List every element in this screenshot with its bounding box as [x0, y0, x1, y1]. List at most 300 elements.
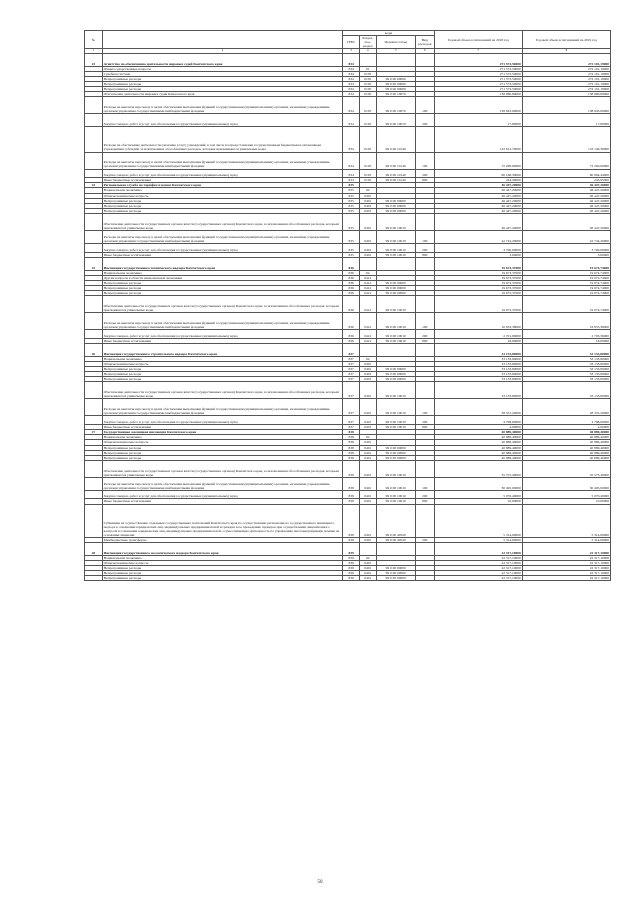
row-number: [85, 127, 103, 152]
row-article-code: 99 0 00 10010: [376, 243, 415, 252]
column-index: 5: [376, 49, 415, 54]
row-section-code: 0401: [359, 460, 376, 477]
row-section-code: 0105: [359, 97, 376, 114]
row-volume-2018: 132 612,70000: [434, 127, 522, 152]
row-name: Общегосударственные вопросы: [102, 66, 343, 71]
row-name: Инспекция государственного технического надзора Камчатского края: [102, 257, 343, 270]
row-volume-2018: 35 575,40000: [434, 460, 522, 477]
row-volume-2019: 19 674,74000: [522, 257, 610, 270]
row-volume-2019: 33 133,80000: [522, 377, 610, 382]
row-volume-2018: 16 953,38000: [434, 313, 522, 330]
row-volume-2018: 33 133,80000: [434, 343, 522, 356]
row-name: Обеспечение деятельности государственных органов власти (государственных органов) Камчатского края, за исключением обособленных расходов, которым присваиваются уникальные коды: [102, 296, 343, 313]
row-name: Инспекция государственного строительного надзора Камчатского края: [102, 343, 343, 356]
row-expense-type-code: 200: [415, 490, 434, 499]
row-name: Непрограммные расходы: [102, 576, 343, 581]
row-number: 27: [85, 430, 103, 435]
row-volume-2019: 46 447,20000: [522, 198, 610, 203]
row-volume-2018: 2 701,99000: [434, 330, 522, 339]
row-article-code: 99 0 00 00000: [376, 571, 415, 576]
row-grbs-code: 836: [343, 275, 360, 280]
row-section-code: [359, 343, 376, 356]
row-article-code: 99 0 00 10010: [376, 399, 415, 416]
row-name: Непрограммные расходы: [102, 372, 343, 377]
row-number: [85, 230, 103, 243]
row-section-code: 0401: [359, 490, 376, 499]
row-volume-2019: 46 447,20000: [522, 188, 610, 193]
row-volume-2018: 138 943,00000: [434, 97, 522, 114]
row-volume-2019: 46 447,20000: [522, 213, 610, 230]
row-volume-2018: 46 447,20000: [434, 188, 522, 193]
row-section-code: 0401: [359, 382, 376, 399]
row-number: 28: [85, 543, 103, 556]
row-expense-type-code: 500: [415, 537, 434, 542]
row-grbs-code: 839: [343, 543, 360, 556]
row-name: Закупка товаров, работ и услуг для обеспечения государственных (муниципальных) нужд: [102, 114, 343, 127]
row-grbs-code: 837: [343, 361, 360, 366]
row-name: Региональная служба по тарифам и ценам Камчатского края: [102, 183, 343, 188]
row-expense-type-code: [415, 543, 434, 556]
row-grbs-code: 837: [343, 343, 360, 356]
row-grbs-code: 839: [343, 555, 360, 560]
row-expense-type-code: 200: [415, 416, 434, 425]
row-volume-2019: 22 317,10000: [522, 555, 610, 560]
row-volume-2018: 40 889,40000: [434, 430, 522, 435]
row-name: Национальная экономика: [102, 270, 343, 275]
row-volume-2019: 22 317,10000: [522, 543, 610, 556]
row-name: Непрограммные расходы: [102, 208, 343, 213]
row-volume-2018: 271 573,50000: [434, 71, 522, 76]
row-article-code: 99 0 00 10010: [376, 460, 415, 477]
row-volume-2018: 40 889,40000: [434, 435, 522, 440]
row-volume-2018: 33 133,80000: [434, 377, 522, 382]
table-row: [85, 504, 611, 537]
row-volume-2019: 19 674,74000: [522, 275, 610, 280]
row-expense-type-code: 100: [415, 152, 434, 169]
row-number: [85, 460, 103, 477]
header-volume-2018: Годовой объем ассигнований на 2018 год: [434, 31, 522, 49]
row-section-code: 0401: [359, 372, 376, 377]
table-row: [85, 114, 611, 127]
row-volume-2019: 5 314,00000: [522, 504, 610, 537]
row-grbs-code: 839: [343, 566, 360, 571]
row-article-code: 99 0 00 40520: [376, 504, 415, 537]
row-grbs-code: 834: [343, 92, 360, 97]
row-volume-2018: 271 573,50000: [434, 87, 522, 92]
row-volume-2018: 33 133,80000: [434, 367, 522, 372]
row-section-code: 01: [359, 66, 376, 71]
row-volume-2019: 138 960,80000: [522, 92, 610, 97]
row-expense-type-code: 800: [415, 338, 434, 343]
row-grbs-code: 835: [343, 243, 360, 252]
column-index: 4: [359, 49, 376, 54]
row-name: Национальная экономика: [102, 435, 343, 440]
row-name: Непрограммные расходы: [102, 445, 343, 450]
row-section-code: 0105: [359, 87, 376, 92]
row-section-code: 0401: [359, 367, 376, 372]
row-name: Закупка товаров, работ и услуг для обеспечения государственных (муниципальных) нужд: [102, 330, 343, 339]
row-expense-type-code: 800: [415, 499, 434, 504]
row-section-code: 0401: [359, 504, 376, 537]
row-number: [85, 576, 103, 581]
row-volume-2019: 5 314,00000: [522, 537, 610, 542]
row-volume-2019: 272 101,19000: [522, 87, 610, 92]
row-volume-2019: 60 694,44000: [522, 169, 610, 178]
row-grbs-code: 834: [343, 71, 360, 76]
row-expense-type-code: [415, 460, 434, 477]
table-row: [85, 313, 611, 330]
table-row: [85, 53, 611, 66]
row-grbs-code: 836: [343, 296, 360, 313]
row-section-code: 0401: [359, 440, 376, 445]
row-number: 24: [85, 183, 103, 188]
row-name: Непрограммные расходы: [102, 566, 343, 571]
row-section-code: 0401: [359, 198, 376, 203]
row-article-code: 99 0 00 10010: [376, 296, 415, 313]
row-number: [85, 114, 103, 127]
row-volume-2018: 271 573,50000: [434, 53, 522, 66]
row-volume-2019: 19 674,74000: [522, 280, 610, 285]
row-grbs-code: 834: [343, 169, 360, 178]
row-section-code: 0105: [359, 92, 376, 97]
row-section-code: 0105: [359, 77, 376, 82]
row-grbs-code: 837: [343, 399, 360, 416]
row-volume-2019: 272 101,19000: [522, 53, 610, 66]
column-index: 6: [415, 49, 434, 54]
row-expense-type-code: [415, 257, 434, 270]
table-row: [85, 152, 611, 169]
row-grbs-code: 835: [343, 198, 360, 203]
header-grbs: ГРБС: [343, 36, 360, 49]
row-volume-2019: 272 101,19000: [522, 66, 610, 71]
column-index: 1: [85, 49, 103, 54]
row-grbs-code: 838: [343, 490, 360, 499]
row-expense-type-code: 800: [415, 178, 434, 183]
row-grbs-code: 835: [343, 183, 360, 188]
row-section-code: 0401: [359, 425, 376, 430]
row-name: Расходы на выплаты персоналу в целях обеспечения выполнения функций государственными (муниципальными) органами, казенными учреждениями, органами управления государственными внебюджетными фондами: [102, 313, 343, 330]
row-volume-2019: 2 703,36000: [522, 330, 610, 339]
row-volume-2019: 40 889,40000: [522, 435, 610, 440]
row-volume-2019: 22 317,10000: [522, 561, 610, 566]
row-section-code: 0412: [359, 285, 376, 290]
row-volume-2018: 18,00000: [434, 338, 522, 343]
row-expense-type-code: 100: [415, 399, 434, 416]
header-volume-2019: Годовой объем ассигнований на 2019 год: [522, 31, 610, 49]
row-section-code: [359, 543, 376, 556]
row-section-code: 0401: [359, 561, 376, 566]
row-section-code: 0105: [359, 152, 376, 169]
row-expense-type-code: [415, 53, 434, 66]
row-grbs-code: 835: [343, 193, 360, 198]
row-number: [85, 490, 103, 499]
row-name: Расходы на выплаты персоналу в целях обеспечения выполнения функций государственными (муниципальными) органами, казенными учреждениями, органами управления государственными внебюджетными фондами: [102, 152, 343, 169]
row-name: Общеэкономические вопросы: [102, 440, 343, 445]
row-volume-2019: 46 447,20000: [522, 183, 610, 188]
row-name: Общеэкономические вопросы: [102, 561, 343, 566]
row-grbs-code: 834: [343, 97, 360, 114]
row-section-code: 0401: [359, 208, 376, 213]
row-volume-2018: 72 200,00000: [434, 152, 522, 169]
row-expense-type-code: [415, 127, 434, 152]
row-volume-2019: 46 447,20000: [522, 193, 610, 198]
row-number: 23: [85, 53, 103, 66]
row-volume-2018: 17,80000: [434, 114, 522, 127]
row-expense-type-code: [415, 213, 434, 230]
row-volume-2019: 19 674,74000: [522, 270, 610, 275]
row-article-code: 99 0 00 40520: [376, 537, 415, 542]
row-grbs-code: 836: [343, 280, 360, 285]
row-number: [85, 477, 103, 490]
row-section-code: 0401: [359, 576, 376, 581]
row-volume-2018: 271 573,50000: [434, 82, 522, 87]
row-section-code: 0401: [359, 361, 376, 366]
row-article-code: 99 0 00 10010: [376, 313, 415, 330]
header-name: [102, 31, 343, 49]
row-name: Обеспечение деятельности мировых судей Камчатского края: [102, 92, 343, 97]
row-volume-2018: 22 317,10000: [434, 561, 522, 566]
row-name: Иные бюджетные ассигнования: [102, 252, 343, 257]
budget-allocation-table: [84, 30, 611, 581]
row-volume-2018: 46 447,20000: [434, 208, 522, 213]
row-volume-2019: 3,00000: [522, 252, 610, 257]
row-name: Непрограммные расходы: [102, 291, 343, 296]
row-article-code: 99 0 00 10070: [376, 97, 415, 114]
row-name: Межбюджетные трансферты: [102, 537, 343, 542]
row-name: Национальная экономика: [102, 356, 343, 361]
row-volume-2019: 33 133,80000: [522, 367, 610, 372]
row-name: Закупка товаров, работ и услуг для обеспечения государственных (муниципальных) нужд: [102, 416, 343, 425]
row-section-code: 0401: [359, 445, 376, 450]
row-volume-2019: 272 101,19000: [522, 82, 610, 87]
row-number: [85, 416, 103, 425]
row-name: Непрограммные расходы: [102, 367, 343, 372]
row-name: Непрограммные расходы: [102, 77, 343, 82]
row-section-code: 0401: [359, 537, 376, 542]
row-volume-2019: 40 889,40000: [522, 445, 610, 450]
row-article-code: 99 0 00 00000: [376, 372, 415, 377]
row-section-code: 0412: [359, 313, 376, 330]
row-volume-2018: 46 447,20000: [434, 203, 522, 208]
row-volume-2018: 19 673,37000: [434, 257, 522, 270]
row-section-code: 0401: [359, 416, 376, 425]
row-volume-2019: 16 953,38000: [522, 313, 610, 330]
row-article-code: 99 0 00 00000: [376, 566, 415, 571]
table-row: [85, 490, 611, 499]
row-volume-2018: 271 573,50000: [434, 66, 522, 71]
row-grbs-code: 834: [343, 127, 360, 152]
row-name: Непрограммные расходы: [102, 455, 343, 460]
row-section-code: 0401: [359, 399, 376, 416]
row-volume-2019: 19 674,74000: [522, 296, 610, 313]
row-grbs-code: 838: [343, 504, 360, 537]
header-expense-type: Вид расходов: [415, 36, 434, 49]
row-section-code: 0401: [359, 193, 376, 198]
row-article-code: 99 0 00 10010: [376, 416, 415, 425]
row-grbs-code: 835: [343, 188, 360, 193]
row-number: [85, 382, 103, 399]
row-grbs-code: 834: [343, 82, 360, 87]
row-expense-type-code: [415, 504, 434, 537]
row-number: [85, 97, 103, 114]
row-volume-2018: 271 573,50000: [434, 77, 522, 82]
row-expense-type-code: 200: [415, 243, 434, 252]
row-grbs-code: 837: [343, 382, 360, 399]
row-article-code: 99 0 00 10140: [376, 169, 415, 178]
row-section-code: 04: [359, 555, 376, 560]
row-expense-type-code: [415, 343, 434, 356]
row-expense-type-code: 200: [415, 330, 434, 339]
row-article-code: 99 0 00 10070: [376, 114, 415, 127]
row-article-code: 99 0 00 00000: [376, 450, 415, 455]
row-volume-2019: 22 317,10000: [522, 571, 610, 576]
row-volume-2019: 22 317,10000: [522, 566, 610, 571]
row-volume-2019: 138 943,00000: [522, 97, 610, 114]
row-section-code: 0412: [359, 330, 376, 339]
row-volume-2018: 10,00000: [434, 499, 522, 504]
row-article-code: 99 0 00 00000: [376, 208, 415, 213]
header-number: №: [85, 31, 103, 49]
row-number: [85, 330, 103, 339]
row-expense-type-code: [415, 296, 434, 313]
row-name: Непрограммные расходы: [102, 280, 343, 285]
row-expense-type-code: 100: [415, 97, 434, 114]
row-section-code: 04: [359, 270, 376, 275]
row-article-code: 99 0 00 00000: [376, 377, 415, 382]
row-volume-2019: 3 700,00000: [522, 243, 610, 252]
row-article-code: 99 0 00 10140: [376, 152, 415, 169]
row-volume-2018: 40 889,40000: [434, 450, 522, 455]
row-name: Другие вопросы в области национальной экономики: [102, 275, 343, 280]
row-grbs-code: 836: [343, 338, 360, 343]
row-volume-2019: 4,00000: [522, 425, 610, 430]
row-grbs-code: 837: [343, 416, 360, 425]
row-volume-2019: 30 495,00000: [522, 477, 610, 490]
row-volume-2019: 272 101,19000: [522, 77, 610, 82]
row-volume-2018: 22 317,10000: [434, 555, 522, 560]
column-index: 2: [102, 49, 343, 54]
row-volume-2019: 272 101,19000: [522, 71, 610, 76]
table-row: [85, 477, 611, 490]
row-volume-2019: 19 674,74000: [522, 291, 610, 296]
row-volume-2019: 133 140,39000: [522, 127, 610, 152]
row-grbs-code: 835: [343, 203, 360, 208]
row-volume-2018: 46 447,20000: [434, 198, 522, 203]
row-volume-2019: 33 133,80000: [522, 382, 610, 399]
row-volume-2018: 5 314,00000: [434, 537, 522, 542]
row-number: [85, 169, 103, 178]
row-volume-2019: 40 889,40000: [522, 450, 610, 455]
row-grbs-code: 839: [343, 561, 360, 566]
row-section-code: 04: [359, 435, 376, 440]
row-grbs-code: 837: [343, 367, 360, 372]
row-grbs-code: 836: [343, 285, 360, 290]
row-name: Обеспечение деятельности государственных органов власти (государственных органов) Камчатского края, за исключением обособленных расходов, которым присваиваются уникальные коды: [102, 460, 343, 477]
table-row: [85, 330, 611, 339]
row-name: Иные бюджетные ассигнования: [102, 425, 343, 430]
table-row: [85, 97, 611, 114]
row-number: [85, 243, 103, 252]
table-row: [85, 213, 611, 230]
row-article-code: [376, 53, 415, 66]
row-article-code: 99 0 00 00000: [376, 291, 415, 296]
row-number: [85, 213, 103, 230]
row-section-code: 0412: [359, 338, 376, 343]
row-volume-2018: 244,40000: [434, 178, 522, 183]
row-expense-type-code: 200: [415, 114, 434, 127]
table-row: [85, 257, 611, 270]
row-volume-2019: 42 744,20000: [522, 230, 610, 243]
row-article-code: 99 0 00 10070: [376, 92, 415, 97]
row-volume-2019: 10,00000: [522, 499, 610, 504]
row-number: [85, 504, 103, 537]
row-volume-2018: 30 495,00000: [434, 477, 522, 490]
row-name: Непрограммные расходы: [102, 285, 343, 290]
row-grbs-code: 834: [343, 66, 360, 71]
row-volume-2019: 22 317,10000: [522, 576, 610, 581]
row-name: Непрограммные расходы: [102, 450, 343, 455]
row-volume-2018: 3,00000: [434, 252, 522, 257]
row-name: Непрограммные расходы: [102, 198, 343, 203]
row-section-code: 0401: [359, 566, 376, 571]
row-name: Непрограммные расходы: [102, 377, 343, 382]
row-volume-2019: 17,80000: [522, 114, 610, 127]
row-article-code: 99 0 00 00000: [376, 367, 415, 372]
column-index: 8: [522, 49, 610, 54]
row-name: Расходы на выплаты персоналу в целях обеспечения выполнения функций государственными (муниципальными) органами, казенными учреждениями, органами управления государственными внебюджетными фондами: [102, 477, 343, 490]
row-volume-2019: 5 070,40000: [522, 490, 610, 499]
row-name: Общеэкономические вопросы: [102, 193, 343, 198]
row-volume-2018: 22 317,10000: [434, 576, 522, 581]
row-section-code: 0401: [359, 203, 376, 208]
row-grbs-code: 835: [343, 230, 360, 243]
row-article-code: 99 0 00 10010: [376, 330, 415, 339]
table-row: [85, 416, 611, 425]
row-volume-2019: 46 447,20000: [522, 203, 610, 208]
row-grbs-code: 837: [343, 356, 360, 361]
column-index: 7: [434, 49, 522, 54]
table-body: [85, 53, 611, 580]
row-grbs-code: 838: [343, 445, 360, 450]
row-volume-2019: 19 674,74000: [522, 285, 610, 290]
row-name: Расходы на обеспечение деятельности (оказание услуг) учреждений, в том числе на предоставление государственным бюджетным и автономным учреждениям субсидий, за исключением обособленных расходов, которым присваиваются уникальные коды: [102, 127, 343, 152]
row-name: Расходы на выплаты персоналу в целях обеспечения выполнения функций государственными (муниципальными) органами, казенными учреждениями, органами управления государственными внебюджетными фондами: [102, 97, 343, 114]
row-article-code: 99 0 00 10140: [376, 127, 415, 152]
table-row: [85, 243, 611, 252]
row-volume-2018: 46 447,20000: [434, 213, 522, 230]
header-section: Раздел, под-раздел: [359, 36, 376, 49]
row-article-code: 99 0 00 10140: [376, 178, 415, 183]
row-section-code: 0401: [359, 571, 376, 576]
row-grbs-code: 838: [343, 435, 360, 440]
row-article-code: 99 0 00 00000: [376, 576, 415, 581]
row-grbs-code: 835: [343, 208, 360, 213]
row-name: Инспекция государственного экологического надзора Камчатского края: [102, 543, 343, 556]
row-grbs-code: 834: [343, 178, 360, 183]
row-number: 26: [85, 343, 103, 356]
row-section-code: 0412: [359, 275, 376, 280]
row-name: Закупка товаров, работ и услуг для обеспечения государственных (муниципальных) нужд: [102, 490, 343, 499]
row-grbs-code: 838: [343, 430, 360, 435]
table-row: [85, 382, 611, 399]
row-volume-2018: 4 798,60000: [434, 416, 522, 425]
row-article-code: [376, 257, 415, 270]
table-row: [85, 230, 611, 243]
row-volume-2018: 138 960,80000: [434, 92, 522, 97]
row-volume-2019: 46 447,20000: [522, 208, 610, 213]
header-article: Целевая статья: [376, 36, 415, 49]
row-volume-2018: 19 673,37000: [434, 296, 522, 313]
